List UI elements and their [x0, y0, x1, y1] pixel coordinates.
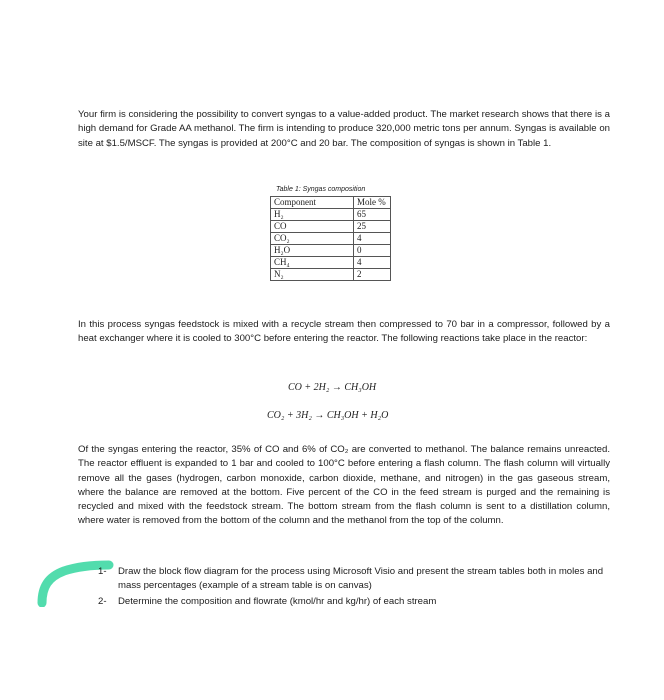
- question-number: 2-: [98, 596, 107, 607]
- mole-cell: 2: [354, 269, 391, 281]
- component-cell: CH₄: [271, 257, 354, 269]
- component-cell: H₂O: [271, 245, 354, 257]
- header-component: Component: [271, 197, 354, 209]
- table-row: [271, 209, 391, 221]
- component-cell: CO₂: [271, 233, 354, 245]
- mole-cell: 25: [354, 221, 391, 233]
- header-mole: Mole %: [354, 197, 391, 209]
- table-row: [271, 257, 391, 269]
- question-text: Determine the composition and flowrate (kmol/hr and kg/hr) of each stream: [118, 596, 437, 607]
- question-text: Draw the block flow diagram for the process using Microsoft Visio and present the stream tables both in moles and mass percentages (example of a stream table is on canvas): [118, 566, 604, 591]
- table-caption: Table 1: Syngas composition: [276, 186, 366, 193]
- question-list: [98, 565, 610, 611]
- reaction-equation-1: CO + 2H₂ → CH₃OH: [288, 382, 377, 393]
- intro-paragraph: Your firm is considering the possibility to convert syngas to a value-added product. The market research shows that there is a high demand for Grade AA methanol. The firm is intending to produce 320,000 metric tons per annum. Syngas is available on site at $1.5/MSCF. The syngas is provided at 200°C and 20 bar. The composition of syngas is shown in Table 1.: [78, 109, 610, 149]
- table-row: [271, 245, 391, 257]
- table-row: [271, 269, 391, 281]
- list-item: [98, 595, 610, 609]
- table-row: [271, 221, 391, 233]
- table-row: [271, 233, 391, 245]
- mole-cell: 4: [354, 257, 391, 269]
- mole-cell: 0: [354, 245, 391, 257]
- table-header-row: [271, 197, 391, 209]
- component-cell: N₂: [271, 269, 354, 281]
- mole-cell: 4: [354, 233, 391, 245]
- process-paragraph: In this process syngas feedstock is mixed with a recycle stream then compressed to 70 bar in a compressor, followed by a heat exchanger where it is cooled to 300°C before entering the reactor. The following reactions take place in the reactor:: [78, 319, 610, 345]
- component-cell: H₂: [271, 209, 354, 221]
- list-item: [98, 565, 610, 593]
- conversion-paragraph: Of the syngas entering the reactor, 35% of CO and 6% of CO₂ are converted to methanol. The balance remains unreacted. The reactor effluent is expanded to 1 bar and cooled to 100°C before entering a flash column. The flash column will virtually remove all the gases (hydrogen, carbon monoxide, carbon dioxide, methane, and nitrogen) in the gas gaseous stream, where the balance are removed at the bottom. Five percent of the CO in the feed stream is purged and the remaining is recycled and mixed with the feedstock stream. The bottom stream from the flash column is sent to a distillation column, where water is removed from the bottom of the column and the methanol from the top of the column.: [78, 444, 610, 527]
- question-number: 1-: [98, 566, 107, 577]
- reaction-equation-2: CO₂ + 3H₂ → CH₃OH + H₂O: [267, 410, 389, 421]
- component-cell: CO: [271, 221, 354, 233]
- syngas-composition-table: [270, 196, 391, 281]
- mole-cell: 65: [354, 209, 391, 221]
